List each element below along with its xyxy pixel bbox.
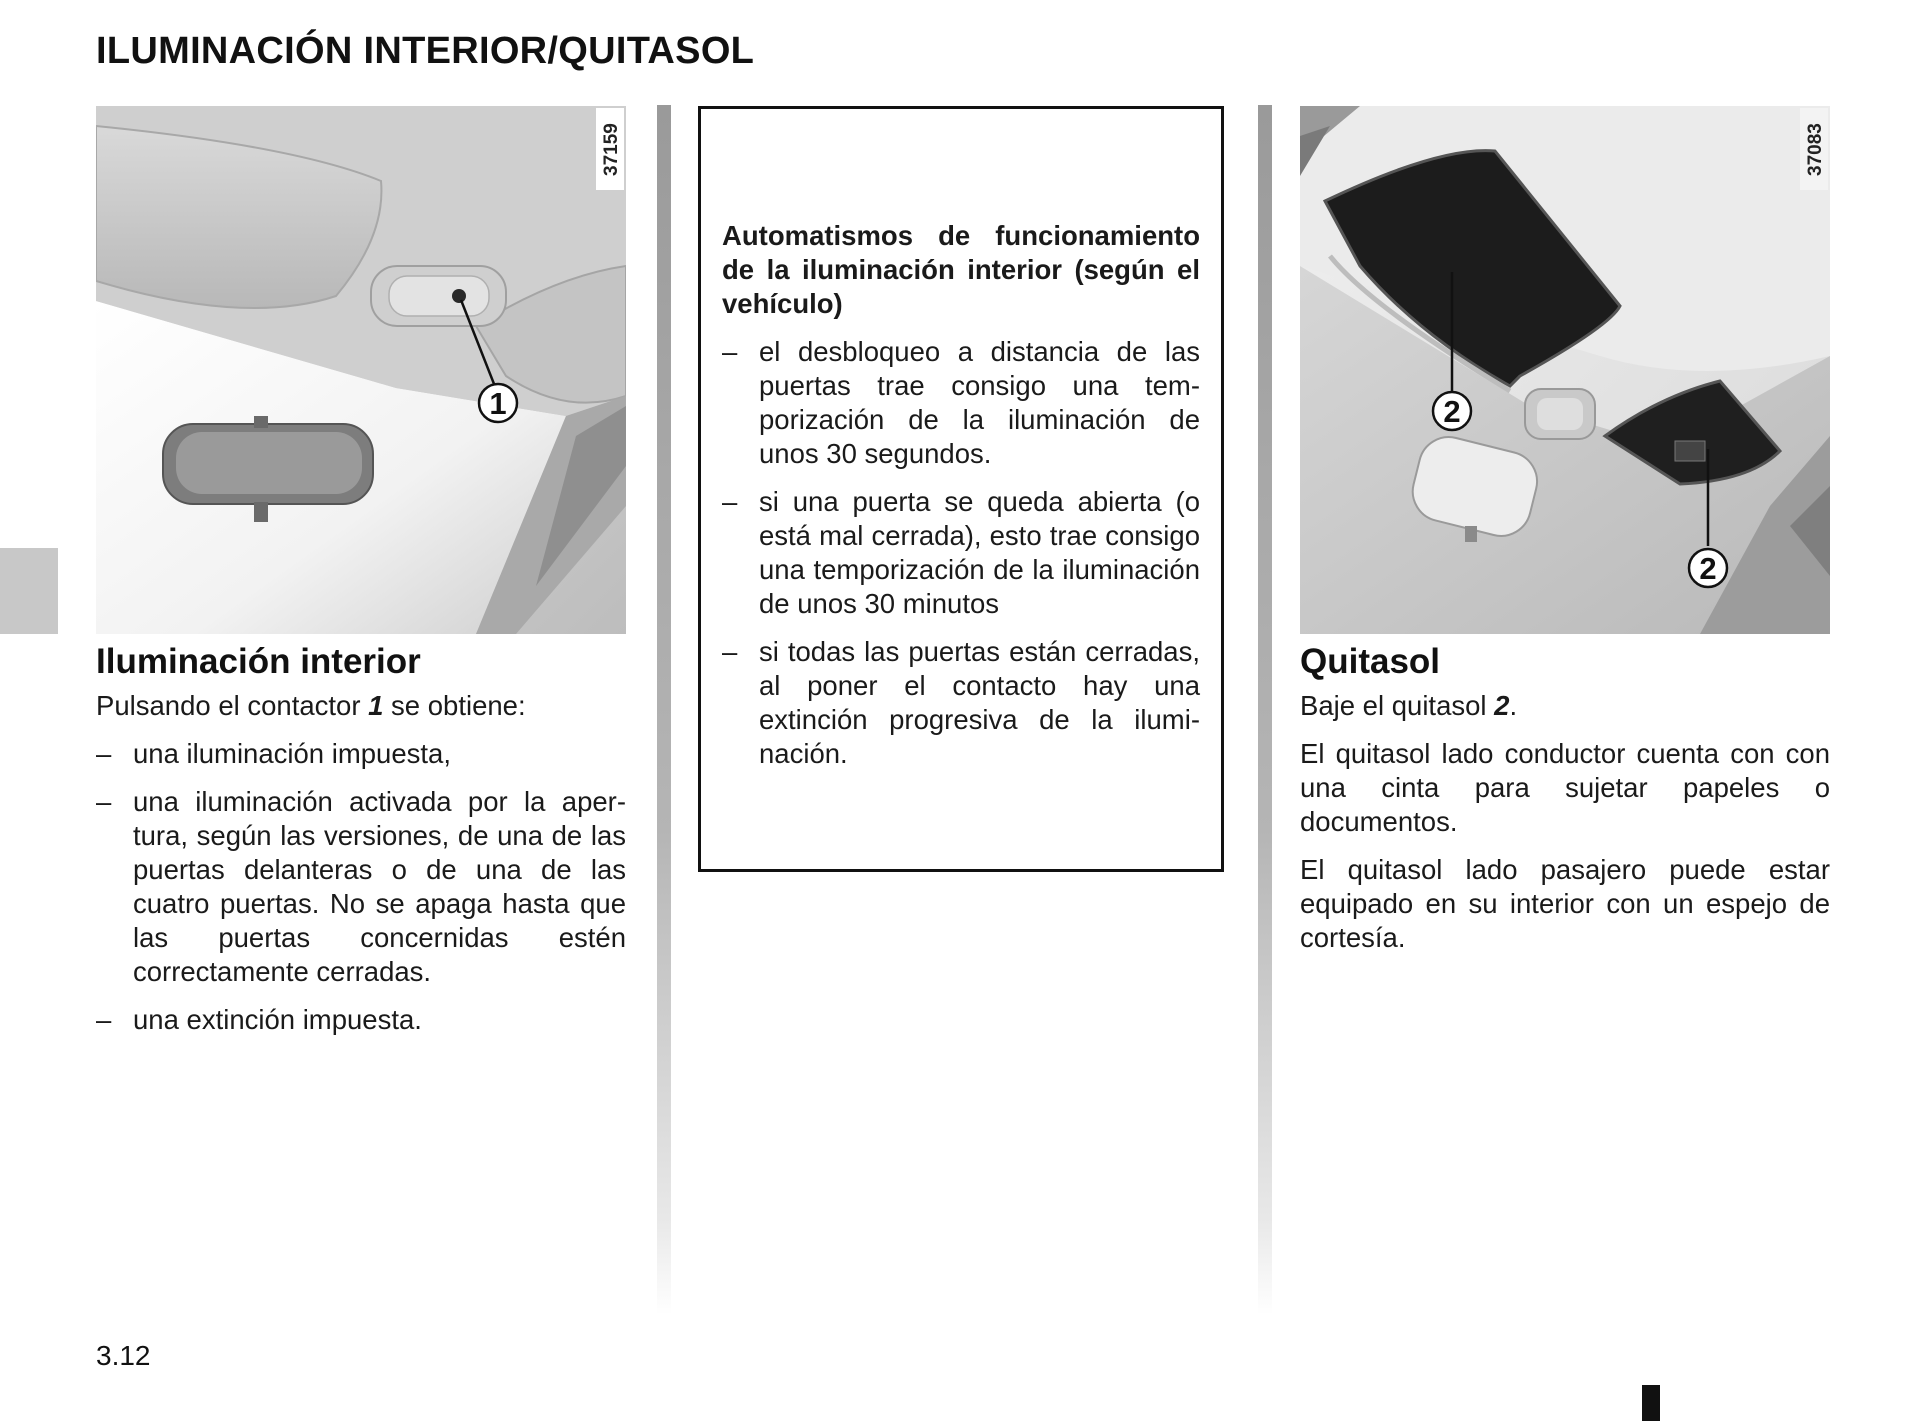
svg-text:2: 2 bbox=[1699, 551, 1717, 586]
section-heading-interior-light: Iluminación interior bbox=[96, 642, 421, 681]
passenger-visor-paragraph: El quitasol lado pasajero puede estar equipado en su interior con un espejo de cortesía. bbox=[1300, 854, 1830, 953]
section-heading-sun-visor: Quitasol bbox=[1300, 642, 1441, 681]
callout-2-left-visor bbox=[1433, 392, 1471, 430]
side-chapter-tab bbox=[0, 548, 58, 634]
column-separator-left bbox=[657, 105, 671, 1315]
callout-2-right-visor bbox=[1689, 549, 1727, 587]
figure-number: 37159 bbox=[601, 123, 622, 176]
list-item: – una iluminación impuesta, bbox=[96, 738, 451, 769]
automatic-functions-list bbox=[722, 335, 1200, 771]
interior-light-list bbox=[96, 737, 626, 1037]
list-item: – una extinción impuesta. bbox=[96, 1004, 422, 1035]
sun-visor-illustration bbox=[1300, 106, 1830, 634]
intro-paragraph: Baje el quitasol 2. bbox=[1300, 690, 1518, 721]
figure-number: 37083 bbox=[1805, 123, 1826, 176]
list-item: – una iluminación activada por la apertura, según las versiones, de una de las puertas delanteras o de una de las cuatro puertas. No se apaga hasta que las puertas concernidas estén correctamente cerradas. bbox=[96, 786, 626, 987]
page-end-marker bbox=[1642, 1385, 1660, 1421]
callout-1 bbox=[479, 384, 517, 422]
page-title: ILUMINACIÓN INTERIOR/QUITASOL bbox=[96, 30, 755, 72]
svg-text:2: 2 bbox=[1443, 394, 1461, 429]
driver-visor-paragraph: El quitasol lado conductor cuenta con con una cinta para sujetar papeles o documentos. bbox=[1300, 738, 1830, 837]
column-separator-right bbox=[1258, 105, 1272, 1315]
intro-paragraph: Pulsando el contactor 1 se obtiene: bbox=[96, 690, 526, 721]
svg-text:1: 1 bbox=[489, 386, 507, 421]
automatic-functions-box bbox=[698, 106, 1224, 872]
interior-light-illustration bbox=[96, 106, 626, 634]
page-number: 3.12 bbox=[96, 1340, 151, 1371]
list-item: – si una puerta se queda abierta (o está mal cerrada), esto trae consigo una temporización de la iluminación de unos 30 minutos bbox=[722, 486, 1200, 619]
left-column-text bbox=[96, 642, 626, 1051]
right-column-text bbox=[1300, 642, 1830, 969]
box-title: Automatismos de funcionamiento de la iluminación interior (según el vehículo) bbox=[722, 220, 1200, 319]
list-item: – el desbloqueo a distancia de las puertas trae consigo una temporización de la iluminación de unos 30 segundos. bbox=[722, 336, 1200, 469]
list-item: – si todas las puertas están cerradas, al poner el contacto hay una extinción progresiva de la iluminación. bbox=[722, 636, 1200, 769]
